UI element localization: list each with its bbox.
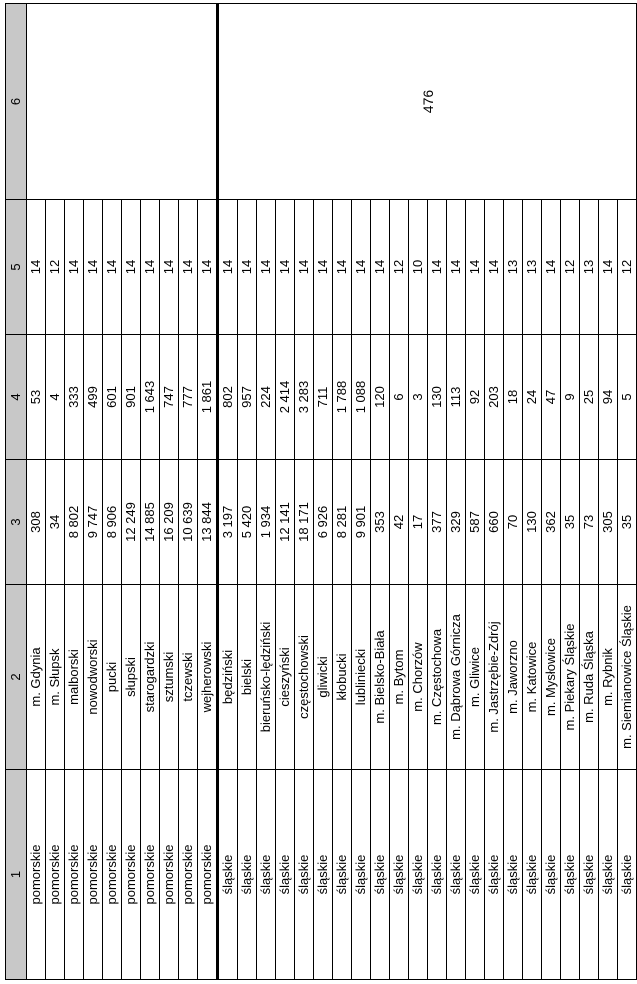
col4-value-cell: 25	[580, 335, 599, 460]
col3-value-cell: 660	[485, 460, 504, 585]
col3-value-cell: 34	[46, 460, 65, 585]
col3-value-cell: 35	[618, 460, 637, 585]
col3-value-cell: 305	[599, 460, 618, 585]
col3-value-cell: 10 639	[179, 460, 198, 585]
district-cell: m. Gliwice	[466, 585, 485, 770]
district-cell: tczewski	[179, 585, 198, 770]
district-cell: m. Częstochowa	[428, 585, 447, 770]
col4-value-cell: 120	[371, 335, 390, 460]
col5-value-cell: 14	[485, 200, 504, 335]
col5-value-cell: 14	[428, 200, 447, 335]
voivodeship-cell: śląskie	[561, 770, 580, 980]
voivodeship-cell: śląskie	[485, 770, 504, 980]
district-cell: m. Bytom	[390, 585, 409, 770]
col3-value-cell: 70	[504, 460, 523, 585]
voivodeship-cell: pomorskie	[65, 770, 84, 980]
district-cell: m. Ruda Śląska	[580, 585, 599, 770]
voivodeship-cell: śląskie	[218, 770, 238, 980]
district-cell: wejherowski	[198, 585, 218, 770]
col4-value-cell: 333	[65, 335, 84, 460]
district-cell: m. Dąbrowa Górnicza	[447, 585, 466, 770]
voivodeship-cell: śląskie	[371, 770, 390, 980]
col4-value-cell: 1 088	[352, 335, 371, 460]
district-cell: słupski	[122, 585, 141, 770]
col3-value-cell: 42	[390, 460, 409, 585]
col3-value-cell: 12 249	[122, 460, 141, 585]
voivodeship-cell: śląskie	[466, 770, 485, 980]
col3-value-cell: 8 802	[65, 460, 84, 585]
col3-value-cell: 6 926	[314, 460, 333, 585]
col3-value-cell: 1 934	[257, 460, 276, 585]
voivodeship-cell: śląskie	[504, 770, 523, 980]
col5-value-cell: 14	[466, 200, 485, 335]
col5-value-cell: 14	[238, 200, 257, 335]
col5-value-cell: 14	[352, 200, 371, 335]
col3-value-cell: 18 171	[295, 460, 314, 585]
col3-value-cell: 73	[580, 460, 599, 585]
col4-value-cell: 1 643	[141, 335, 160, 460]
col3-value-cell: 17	[409, 460, 428, 585]
col4-value-cell: 130	[428, 335, 447, 460]
voivodeship-cell: pomorskie	[46, 770, 65, 980]
district-cell: malborski	[65, 585, 84, 770]
col4-value-cell: 601	[103, 335, 122, 460]
header-col-3: 3	[6, 460, 27, 585]
col6-value-cell: 476	[218, 4, 637, 200]
voivodeship-cell: śląskie	[580, 770, 599, 980]
col4-value-cell: 747	[160, 335, 179, 460]
col3-value-cell: 3 197	[218, 460, 238, 585]
col5-value-cell: 14	[218, 200, 238, 335]
col5-value-cell: 13	[523, 200, 542, 335]
col4-value-cell: 777	[179, 335, 198, 460]
col5-value-cell: 14	[198, 200, 218, 335]
district-cell: sztumski	[160, 585, 179, 770]
col4-value-cell: 24	[523, 335, 542, 460]
col4-value-cell: 203	[485, 335, 504, 460]
col6-empty-cell	[27, 4, 218, 200]
voivodeship-cell: śląskie	[314, 770, 333, 980]
col5-value-cell: 14	[27, 200, 46, 335]
table-row	[27, 4, 46, 980]
col4-value-cell: 3	[409, 335, 428, 460]
col4-value-cell: 5	[618, 335, 637, 460]
col4-value-cell: 1 788	[333, 335, 352, 460]
voivodeship-cell: śląskie	[599, 770, 618, 980]
district-cell: m. Piekary Śląskie	[561, 585, 580, 770]
district-cell: nowodworski	[84, 585, 103, 770]
col5-value-cell: 13	[580, 200, 599, 335]
col4-value-cell: 9	[561, 335, 580, 460]
voivodeship-cell: śląskie	[523, 770, 542, 980]
voivodeship-cell: pomorskie	[179, 770, 198, 980]
col4-value-cell: 94	[599, 335, 618, 460]
col3-value-cell: 8 281	[333, 460, 352, 585]
col4-value-cell: 47	[542, 335, 561, 460]
col5-value-cell: 14	[447, 200, 466, 335]
district-cell: m. Jastrzębie-Zdrój	[485, 585, 504, 770]
voivodeship-cell: pomorskie	[198, 770, 218, 980]
voivodeship-cell: śląskie	[409, 770, 428, 980]
col5-value-cell: 12	[46, 200, 65, 335]
col3-value-cell: 377	[428, 460, 447, 585]
district-cell: m. Katowice	[523, 585, 542, 770]
voivodeship-cell: śląskie	[333, 770, 352, 980]
voivodeship-cell: śląskie	[276, 770, 295, 980]
col4-value-cell: 92	[466, 335, 485, 460]
district-cell: m. Jaworzno	[504, 585, 523, 770]
voivodeship-cell: śląskie	[542, 770, 561, 980]
col3-value-cell: 16 209	[160, 460, 179, 585]
col4-value-cell: 802	[218, 335, 238, 460]
district-cell: pucki	[103, 585, 122, 770]
district-cell: będziński	[218, 585, 238, 770]
header-col-2: 2	[6, 585, 27, 770]
district-cell: bieruńsko-lędziński	[257, 585, 276, 770]
col4-value-cell: 2 414	[276, 335, 295, 460]
col5-value-cell: 14	[103, 200, 122, 335]
district-cell: starogardzki	[141, 585, 160, 770]
col3-value-cell: 362	[542, 460, 561, 585]
col3-value-cell: 8 906	[103, 460, 122, 585]
voivodeship-cell: śląskie	[352, 770, 371, 980]
voivodeship-cell: śląskie	[618, 770, 637, 980]
col5-value-cell: 14	[276, 200, 295, 335]
col3-value-cell: 5 420	[238, 460, 257, 585]
col3-value-cell: 130	[523, 460, 542, 585]
voivodeship-cell: śląskie	[257, 770, 276, 980]
col3-value-cell: 353	[371, 460, 390, 585]
district-cell: m. Gdynia	[27, 585, 46, 770]
col5-value-cell: 14	[542, 200, 561, 335]
col3-value-cell: 587	[466, 460, 485, 585]
col5-value-cell: 14	[333, 200, 352, 335]
table-body	[27, 4, 637, 980]
col5-value-cell: 14	[257, 200, 276, 335]
col3-value-cell: 35	[561, 460, 580, 585]
rotated-table-container	[5, 4, 634, 980]
voivodeship-cell: śląskie	[447, 770, 466, 980]
col4-value-cell: 901	[122, 335, 141, 460]
col5-value-cell: 14	[179, 200, 198, 335]
col4-value-cell: 711	[314, 335, 333, 460]
voivodeship-cell: pomorskie	[141, 770, 160, 980]
col5-value-cell: 14	[371, 200, 390, 335]
col5-value-cell: 14	[84, 200, 103, 335]
col5-value-cell: 14	[295, 200, 314, 335]
col4-value-cell: 53	[27, 335, 46, 460]
col4-value-cell: 113	[447, 335, 466, 460]
header-col-5: 5	[6, 200, 27, 335]
col3-value-cell: 9 747	[84, 460, 103, 585]
district-cell: m. Siemianowice Śląskie	[618, 585, 637, 770]
district-cell: częstochowski	[295, 585, 314, 770]
col5-value-cell: 12	[561, 200, 580, 335]
district-cell: cieszyński	[276, 585, 295, 770]
district-cell: lubliniecki	[352, 585, 371, 770]
col4-value-cell: 4	[46, 335, 65, 460]
table-row	[218, 4, 238, 980]
voivodeship-cell: pomorskie	[84, 770, 103, 980]
col3-value-cell: 9 901	[352, 460, 371, 585]
col4-value-cell: 1 861	[198, 335, 218, 460]
district-cell: m. Bielsko-Biała	[371, 585, 390, 770]
voivodeship-cell: pomorskie	[122, 770, 141, 980]
district-cell: gliwicki	[314, 585, 333, 770]
col5-value-cell: 14	[160, 200, 179, 335]
col5-value-cell: 14	[314, 200, 333, 335]
col4-value-cell: 224	[257, 335, 276, 460]
district-cell: m. Rybnik	[599, 585, 618, 770]
voivodeship-cell: śląskie	[428, 770, 447, 980]
district-cell: bielski	[238, 585, 257, 770]
voivodeship-cell: pomorskie	[160, 770, 179, 980]
col5-value-cell: 12	[390, 200, 409, 335]
col3-value-cell: 12 141	[276, 460, 295, 585]
col5-value-cell: 14	[599, 200, 618, 335]
header-row	[6, 4, 27, 980]
col4-value-cell: 18	[504, 335, 523, 460]
col5-value-cell: 14	[65, 200, 84, 335]
col5-value-cell: 14	[122, 200, 141, 335]
col4-value-cell: 6	[390, 335, 409, 460]
district-cell: m. Chorzów	[409, 585, 428, 770]
header-col-1: 1	[6, 770, 27, 980]
col4-value-cell: 957	[238, 335, 257, 460]
header-col-6: 6	[6, 4, 27, 200]
district-cell: kłobucki	[333, 585, 352, 770]
col5-value-cell: 12	[618, 200, 637, 335]
voivodeship-cell: śląskie	[238, 770, 257, 980]
col4-value-cell: 499	[84, 335, 103, 460]
data-table	[5, 3, 637, 980]
col5-value-cell: 10	[409, 200, 428, 335]
voivodeship-cell: śląskie	[390, 770, 409, 980]
col3-value-cell: 14 885	[141, 460, 160, 585]
district-cell: m. Słupsk	[46, 585, 65, 770]
col5-value-cell: 13	[504, 200, 523, 335]
col4-value-cell: 3 283	[295, 335, 314, 460]
voivodeship-cell: pomorskie	[103, 770, 122, 980]
col3-value-cell: 329	[447, 460, 466, 585]
col5-value-cell: 14	[141, 200, 160, 335]
voivodeship-cell: pomorskie	[27, 770, 46, 980]
district-cell: m. Mysłowice	[542, 585, 561, 770]
header-col-4: 4	[6, 335, 27, 460]
col3-value-cell: 308	[27, 460, 46, 585]
col3-value-cell: 13 844	[198, 460, 218, 585]
voivodeship-cell: śląskie	[295, 770, 314, 980]
